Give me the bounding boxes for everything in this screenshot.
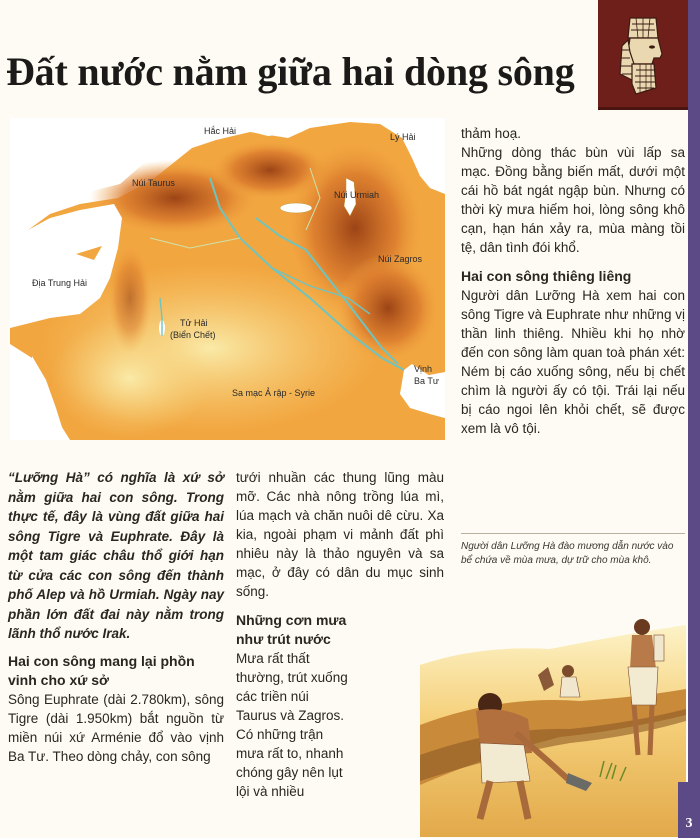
section-heading: Những cơn mưa như trút nước bbox=[236, 612, 347, 647]
column-2 bbox=[236, 468, 444, 801]
section-heading: Hai con sông mang lại phồn vinh cho xứ sở bbox=[8, 652, 195, 688]
caption-divider bbox=[461, 533, 685, 534]
map-label-mediterranean: Địa Trung Hải bbox=[32, 278, 88, 288]
intro-paragraph: “Lưỡng Hà” có nghĩa là xứ sở nằm giữa hai con sông. Trong thực tế, đây là vùng đất giữa hai sông Tigre và Euphrate. Đây là một tam giác châu thổ giới hạn từ cửa các con sông đến thành phố Alep và hồ Urmiah. Ngày nay phần lớn đất đai này nằm trong lãnh thổ nước Irak. bbox=[8, 470, 224, 641]
map-label-urmiah: Núi Urmiah bbox=[334, 190, 380, 200]
paragraph: Người dân Lưỡng Hà xem hai con sông Tigre và Euphrate như những vị thần linh thiêng. Nhiều khi họ nhờ đến con sông làm quan toà phán xét: Ném bị cáo xuống sông, nếu bị chết chìm là người ấy có tội. Trái lại nếu bị cáo ngoi lên khỏi chết, sẽ được xem là vô tội. bbox=[461, 288, 685, 436]
mesopotamia-map bbox=[10, 118, 445, 440]
page-edge-band bbox=[688, 0, 700, 838]
map-label-dead-sea: Tử Hải bbox=[180, 318, 208, 328]
paragraph: thảm hoạ. bbox=[461, 126, 522, 141]
map-label-black-sea: Hắc Hải bbox=[204, 126, 237, 136]
map-label-zagros: Núi Zagros bbox=[378, 254, 423, 264]
page-number: 3 bbox=[678, 782, 700, 838]
paragraph: Sông Euphrate (dài 2.780km), sông Tigre (dài 1.950km) bắt nguồn từ miền núi xứ Arménie đổ vào vịnh Ba Tư. Theo dòng chảy, con sông bbox=[8, 691, 224, 764]
assyrian-king-logo bbox=[598, 0, 688, 110]
map-label-dead-sea-alt: (Biển Chết) bbox=[170, 330, 216, 340]
section-heading: Hai con sông thiêng liêng bbox=[461, 268, 632, 284]
paragraph: Mưa rất thất thường, trút xuống các triền núi Taurus và Zagros. Có những trận mưa rất to, nhanh chóng gây nên lụt lội và nhiều bbox=[236, 651, 348, 799]
illustration-caption: Người dân Lưỡng Hà đào mương dẫn nước vào bể chứa về mùa mưa, dự trữ cho mùa khô. bbox=[461, 541, 674, 566]
page-title: Đất nước nằm giữa hai dòng sông bbox=[6, 49, 575, 94]
column-1 bbox=[8, 468, 224, 766]
map-label-gulf: Vịnh bbox=[414, 364, 433, 374]
map-label-caspian: Lý Hải bbox=[390, 132, 416, 142]
irrigation-illustration bbox=[420, 605, 686, 837]
right-column-text bbox=[461, 124, 685, 438]
paragraph: Những dòng thác bùn vùi lấp sa mạc. Đồng bằng biến mất, dưới một cái hồ bát ngát ngập bùn. Nhưng có thời kỳ mưa hiếm hoi, lòng sông khô cạn, hạn hán xảy ra, mùa màng tồi tệ, dân tình đói khổ. bbox=[461, 145, 685, 255]
map-label-taurus: Núi Taurus bbox=[132, 178, 175, 188]
farmers-digging-image bbox=[420, 605, 686, 837]
assyrian-head-icon bbox=[608, 14, 678, 100]
map-label-gulf-name: Ba Tư bbox=[414, 376, 439, 386]
paragraph: tưới nhuần các thung lũng màu mỡ. Các nhà nông trồng lúa mì, lúa mạch và chăn nuôi dê cừu. Xa kia, ngoài phạm vi mảnh đất phì nhiêu này là thảo nguyên và sa mạc, ở đây có dân du mục sinh sống. bbox=[236, 470, 444, 599]
map-label-desert: Sa mạc Ả rập - Syrie bbox=[232, 388, 316, 398]
